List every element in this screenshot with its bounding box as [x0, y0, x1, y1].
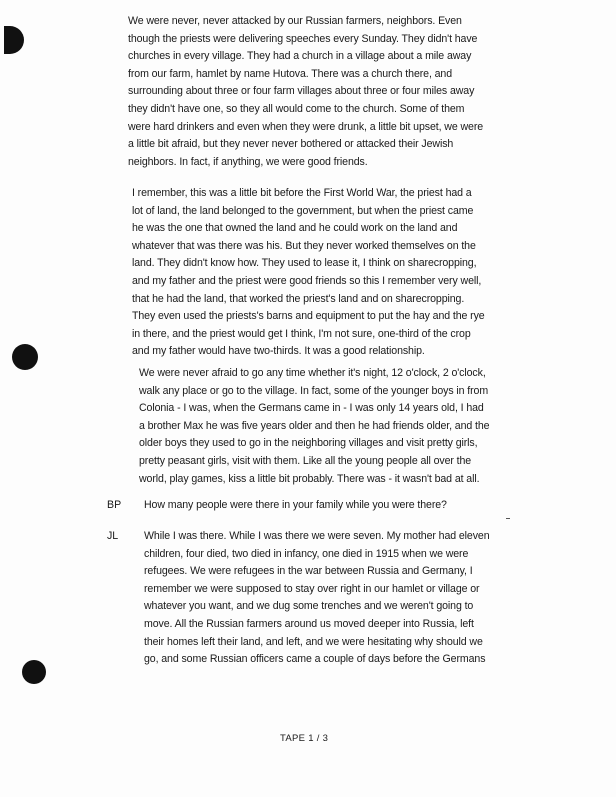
text-line: We were never afraid to go any time whether it's night, 12 o'clock, 2 o'clock,	[139, 367, 486, 379]
paragraph-priest-land	[132, 185, 485, 361]
text-line: older boys they used to go in the neighboring villages and visit pretty girls,	[139, 437, 478, 450]
text-line: lot of land, the land belonged to the government, but when the priest came	[132, 204, 474, 217]
text-line: he was the one that owned the land and he could work on the land and	[132, 222, 458, 235]
text-line: and my father and the priest were good friends so this I remember very well,	[132, 274, 482, 287]
speaker-label-bp: BP	[107, 499, 122, 511]
text-line: that he had the land, that worked the priest's land and on sharecropping.	[132, 292, 465, 305]
text-line: and my father would have two-thirds. It was a good relationship.	[132, 345, 425, 358]
text-line: I remember, this was a little bit before the First World War, the priest had a	[132, 187, 472, 199]
text-line: churches in every village. They had a church in a village about a mile away	[128, 50, 472, 63]
text-line: land. They didn't know how. They used to lease it, I think on sharecropping,	[132, 257, 477, 270]
punch-hole-top	[4, 26, 24, 54]
text-line: from our farm, hamlet by name Hutova. There was a church there, and	[128, 67, 453, 80]
text-line: They even used the priests's barns and equipment to put the hay and the rye	[132, 310, 485, 323]
punch-hole-bottom	[22, 660, 46, 684]
text-line: Colonia - I was, when the Germans came in - I was only 14 years old, I had	[139, 402, 484, 415]
text-line: were hard drinkers and even when they were drunk, a little bit upset, we were	[128, 120, 484, 133]
text-line: whatever you want, and we dug some trenches and we weren't going to	[144, 600, 474, 613]
text-line: though the priests were delivering speeches every Sunday. They didn't have	[128, 32, 478, 45]
text-line: refugees. We were refugees in the war between Russia and Germany, I	[144, 565, 473, 578]
text-line: go, and some Russian officers came a couple of days before the Germans	[144, 653, 486, 666]
punch-hole-middle	[12, 344, 38, 370]
text-line: While I was there. While I was there we were seven. My mother had eleven	[144, 530, 490, 542]
paragraph-never-attacked	[128, 13, 483, 171]
text-line: world, play games, kiss a little bit probably. There was - it wasn't bad at all.	[139, 472, 480, 485]
text-line: their homes left their land, and left, and we were hesitating why should we	[144, 635, 483, 648]
text-line: a little bit afraid, but they never never bothered or attacked their Jewish	[128, 138, 454, 151]
text-line: whatever that was there was his. But they never worked themselves on the	[132, 239, 476, 252]
speaker-label-jl: JL	[107, 530, 119, 542]
text-line: remember we were supposed to stay over right in our hamlet or village or	[144, 582, 480, 595]
margin-mark	[506, 518, 510, 519]
text-line: pretty peasant girls, visit with them. Like all the young people all over the	[139, 454, 472, 467]
text-line: How many people were there in your family while you were there?	[144, 499, 447, 511]
question-family-size	[144, 497, 447, 515]
tape-footer: TAPE 1 / 3	[280, 733, 329, 744]
paragraph-never-afraid	[139, 365, 489, 488]
text-line: We were never, never attacked by our Russian farmers, neighbors. Even	[128, 15, 462, 27]
text-line: neighbors. In fact, if anything, we were good friends.	[128, 155, 368, 168]
text-line: surrounding about three or four farm villages about three or four miles away	[128, 85, 475, 98]
text-line: they didn't have one, so they all would come to the church. Some of them	[128, 102, 465, 115]
text-line: a brother Max he was five years older and then he had friends older, and the	[139, 419, 490, 432]
text-line: move. All the Russian farmers around us moved deeper into Russia, left	[144, 617, 474, 630]
text-line: walk any place or go to the village. In fact, some of the younger boys in from	[139, 384, 489, 397]
text-line: in there, and the priest would get I think, I'm not sure, one-third of the crop	[132, 327, 471, 340]
text-line: children, four died, two died in infancy, one died in 1915 when we were	[144, 547, 469, 560]
answer-family-size	[144, 528, 490, 669]
